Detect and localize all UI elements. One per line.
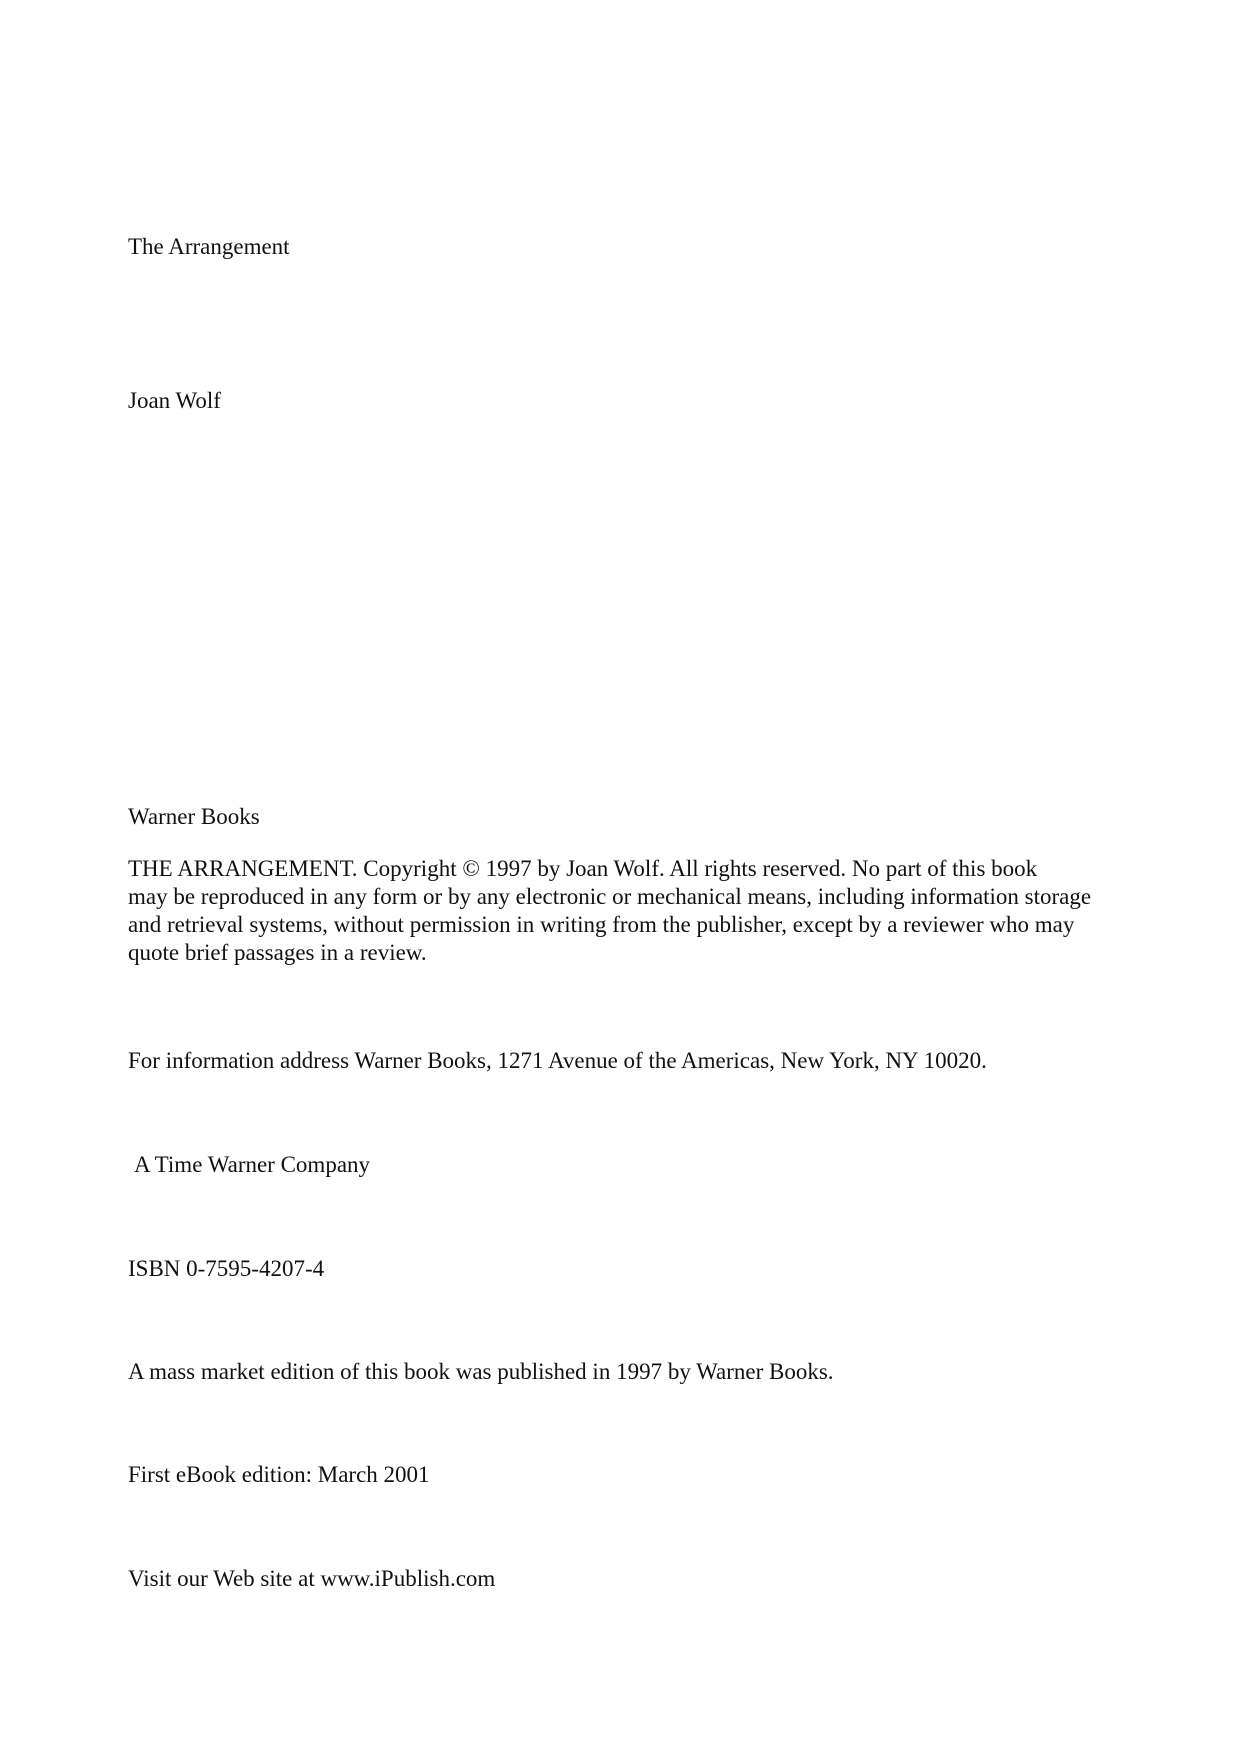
copyright-line: THE ARRANGEMENT. Copyright © 1997 by Joan Wolf. All rights reserved. No part of this book — [128, 856, 1038, 881]
publisher-address: For information address Warner Books, 1271 Avenue of the Americas, New York, NY 10020. — [128, 1048, 987, 1073]
copyright-line: may be reproduced in any form or by any electronic or mechanical means, including information storage — [128, 884, 1092, 909]
website-line: Visit our Web site at www.iPublish.com — [128, 1566, 496, 1591]
copyright-line: and retrieval systems, without permission in writing from the publisher, except by a reviewer who may — [128, 912, 1075, 937]
company-line: A Time Warner Company — [134, 1152, 371, 1177]
edition-note: A mass market edition of this book was published in 1997 by Warner Books. — [128, 1359, 834, 1384]
ebook-edition: First eBook edition: March 2001 — [128, 1462, 430, 1487]
author-name: Joan Wolf — [128, 388, 221, 413]
copyright-notice — [128, 855, 1128, 967]
publisher-name: Warner Books — [128, 804, 260, 829]
copyright-line: quote brief passages in a review. — [128, 940, 427, 965]
isbn: ISBN 0-7595-4207-4 — [128, 1256, 325, 1281]
book-title: The Arrangement — [128, 234, 290, 259]
